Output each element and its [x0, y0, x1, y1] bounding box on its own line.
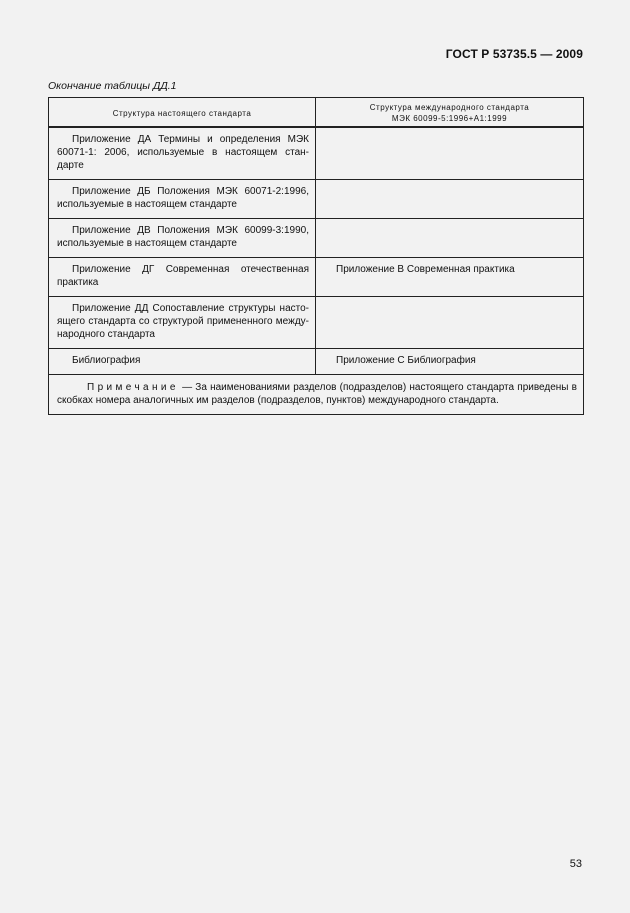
document-header: ГОСТ Р 53735.5 — 2009 [445, 47, 583, 61]
note-row [49, 375, 584, 415]
column-header-international-line1: Структура международного стандарта [369, 103, 530, 112]
table-row [49, 127, 584, 180]
international-section-cell [316, 297, 584, 349]
page-number: 53 [569, 858, 582, 870]
note-label: Примечание [87, 382, 179, 393]
national-section-text: Приложение ДА Термины и определения МЭК 60071-1: 2006, используемые в настоящем стан-дарте [57, 134, 309, 171]
table-row [49, 297, 584, 349]
table-note [49, 375, 584, 415]
national-section-cell [49, 219, 316, 258]
national-section-text: Приложение ДВ Положения МЭК 60099-3:1990, используемые в настоящем стандарте [57, 225, 309, 249]
national-section-text: Приложение ДД Сопоставление структуры насто-ящего стандарта со структурой примененного между-народного стандарта [57, 303, 309, 340]
national-section-cell [49, 349, 316, 375]
national-section-cell [49, 258, 316, 297]
international-section-cell [316, 127, 584, 180]
national-section-text: Приложение ДГ Современная отечественная практика [57, 264, 309, 288]
national-section-text: Приложение ДБ Положения МЭК 60071-2:1996, используемые в настоящем стандарте [57, 186, 309, 210]
table-header-row [49, 98, 584, 128]
note-text: — За наименованиями разделов (подразделов) настоящего стандарта приведены в скобках номера аналогичных им разделов (подразделов, пунктов) международного стандарта. [57, 382, 577, 406]
column-header-international [316, 98, 584, 128]
column-header-national: Структура настоящего стандарта [49, 98, 316, 128]
column-header-international-line2: МЭК 60099-5:1996+А1:1999 [391, 114, 508, 123]
national-section-text: Библиография [72, 355, 141, 366]
table-row [49, 349, 584, 375]
table-caption: Окончание таблицы ДД.1 [48, 80, 177, 92]
table-row [49, 180, 584, 219]
table-row [49, 258, 584, 297]
national-section-cell [49, 297, 316, 349]
table-row [49, 219, 584, 258]
national-section-cell [49, 180, 316, 219]
international-section-cell [316, 180, 584, 219]
international-section-cell [316, 219, 584, 258]
international-section-cell: Приложение В Современная практика [316, 258, 584, 297]
national-section-cell [49, 127, 316, 180]
structure-comparison-table [48, 97, 584, 415]
international-section-cell: Приложение С Библиография [316, 349, 584, 375]
